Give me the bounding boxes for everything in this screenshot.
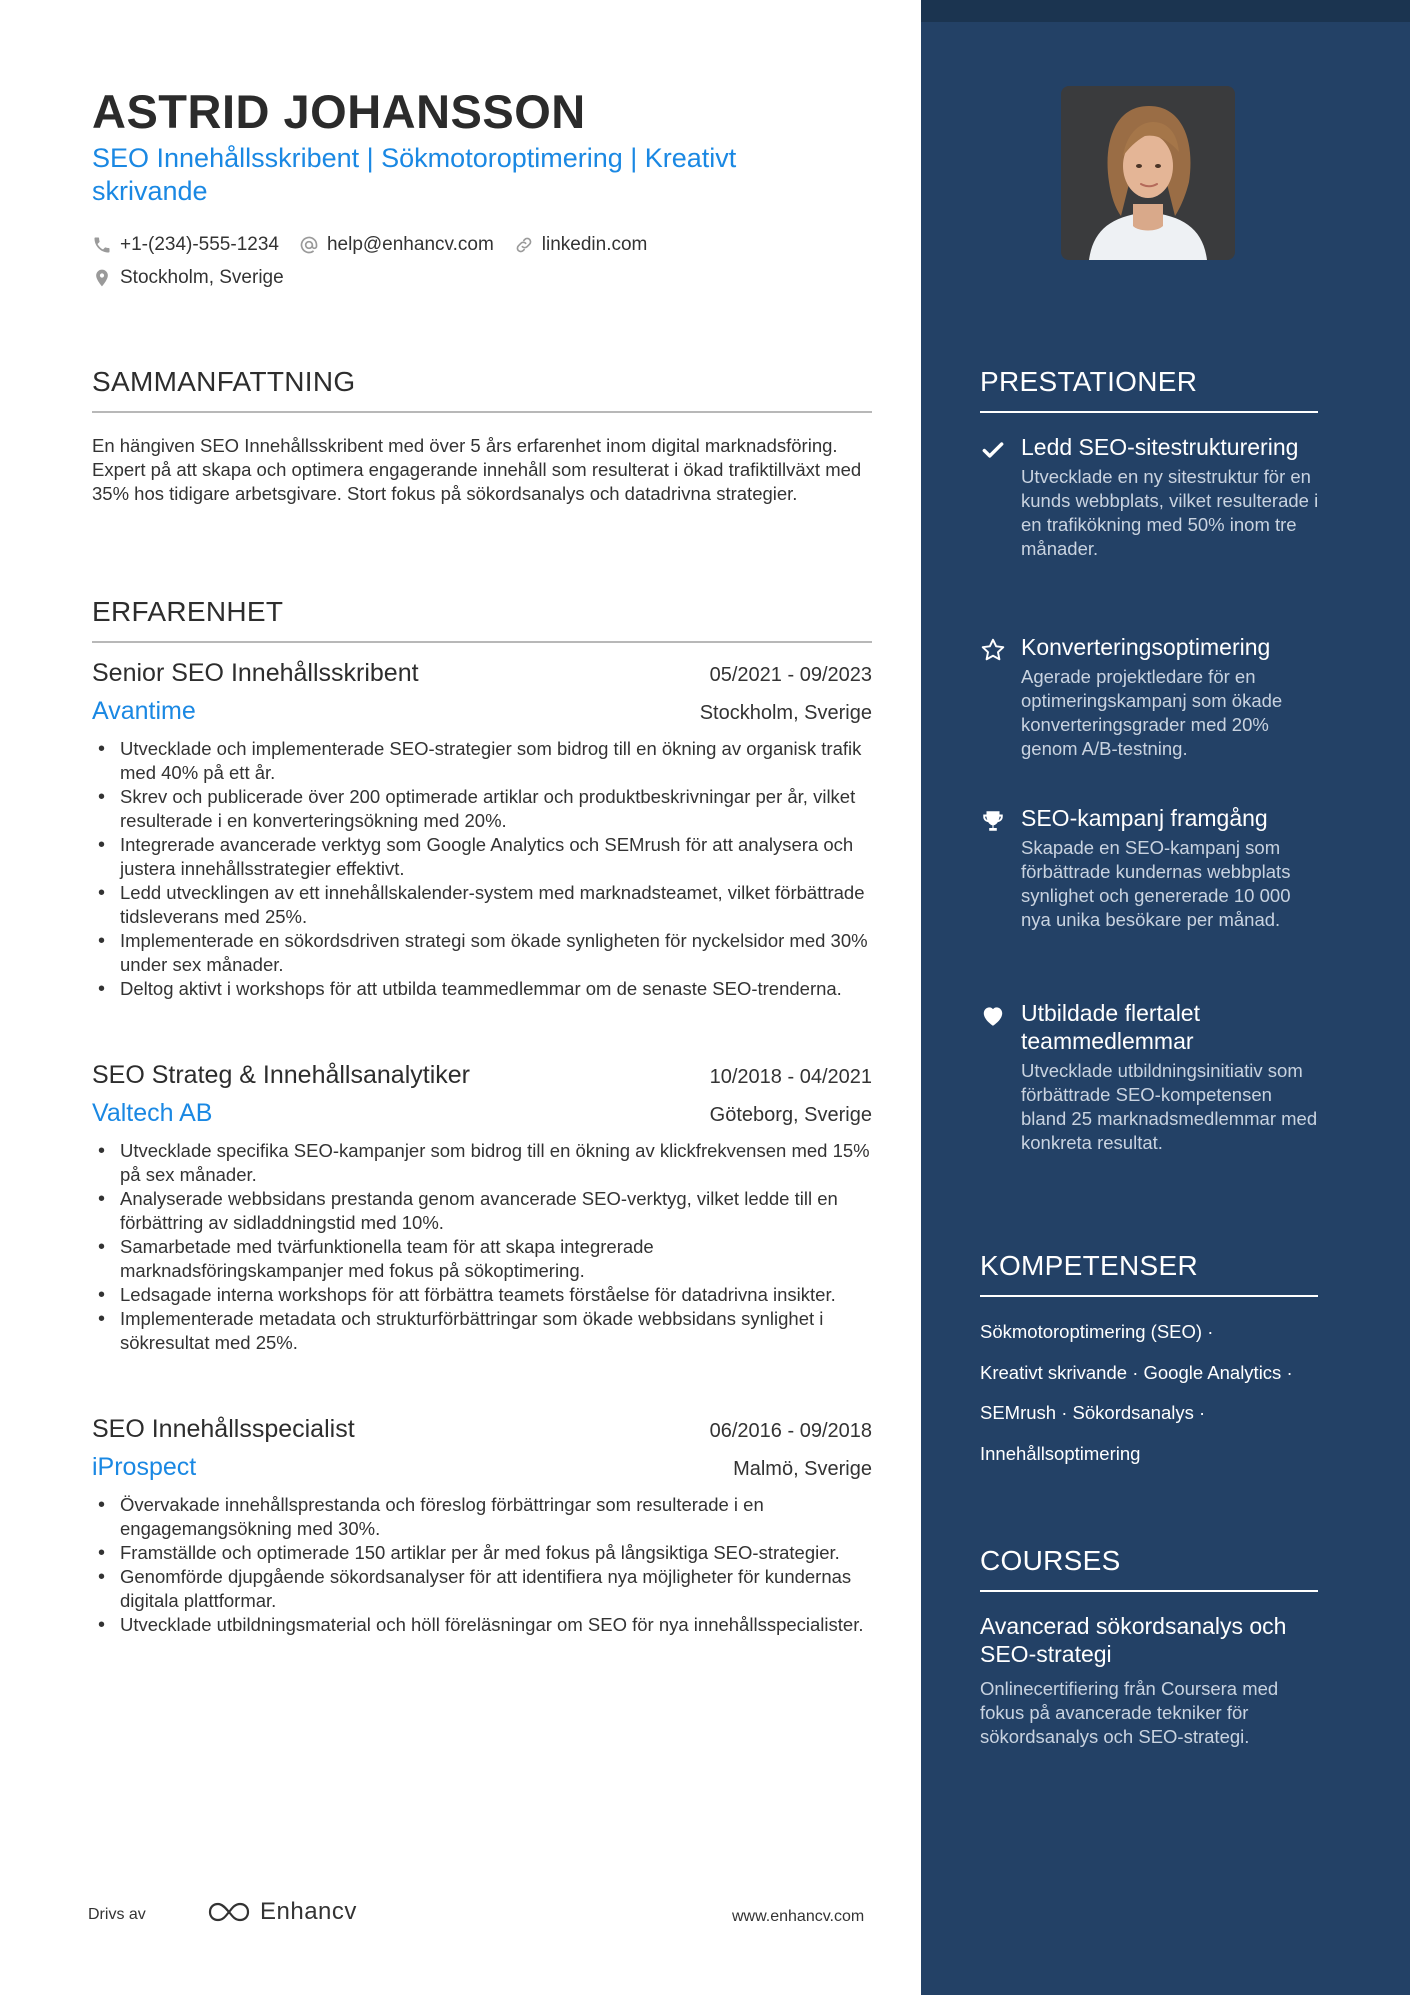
skill-item: Innehållsoptimering: [980, 1442, 1141, 1464]
job-date: 10/2018 - 04/2021: [709, 1066, 872, 1088]
skill-item: SEMrush: [980, 1402, 1057, 1423]
job-location: Malmö, Sverige: [733, 1458, 872, 1480]
summary-divider: [92, 411, 872, 413]
contact-info: [92, 228, 872, 294]
job-location: Stockholm, Sverige: [699, 702, 872, 724]
location-text: Stockholm, Sverige: [120, 266, 284, 288]
job-date: 06/2016 - 09/2018: [709, 1420, 872, 1442]
heart-icon: [980, 1003, 1006, 1029]
powered-by-label: Drivs av: [88, 1906, 146, 1923]
contact-phone: [92, 234, 279, 256]
infinity-logo-icon: [206, 1899, 252, 1925]
trophy-icon: [980, 808, 1006, 834]
job-date: 05/2021 - 09/2023: [709, 664, 872, 686]
summary-text: En hängiven SEO Innehållsskribent med över 5 års erfarenhet inom digital marknadsföring. Expert på att skapa och optimera engagerande innehåll som resulterat i ökad trafiktillväxt med 35% hos tidigare arbetsgivare. Stort fokus på sökordsanalys och datadrivna strategier.: [92, 435, 862, 504]
contact-email[interactable]: [299, 234, 494, 256]
achievement-item: [980, 804, 1320, 932]
summary-heading: SAMMANFATTNING: [92, 366, 356, 397]
achievement-title: SEO-kampanj framgång: [1021, 805, 1268, 831]
job-bullet: • Ledsagade interna workshops för att förbättra teamets förståelse för datadrivna insikter.: [92, 1283, 872, 1307]
skill-item: Google Analytics: [1143, 1361, 1282, 1383]
skill-separator: ·: [1061, 1402, 1068, 1423]
courses-heading: COURSES: [980, 1545, 1121, 1576]
check-icon: [980, 437, 1006, 463]
achievement-title: Utbildade flertalet teammedlemmar: [1021, 1000, 1200, 1054]
job-bullet: • Implementerade metadata och strukturförbättringar som ökade webbsidans synlighet i sökresultat med 25%.: [92, 1307, 872, 1355]
experience-divider: [92, 641, 872, 643]
footer-url[interactable]: www.enhancv.com: [732, 1908, 865, 1925]
job-location: Göteborg, Sverige: [709, 1104, 872, 1126]
candidate-name: ASTRID JOHANSSON: [92, 85, 586, 138]
job-bullet: • Utvecklade och implementerade SEO-strategier som bidrog till en ökning av organisk trafik med 40% på ett år.: [92, 737, 872, 785]
course-desc: Onlinecertifiering från Coursera med fokus på avancerade tekniker för sökordsanalys och SEO-strategi.: [980, 1678, 1279, 1747]
phone-icon: [92, 235, 112, 255]
skill-separator: ·: [1286, 1361, 1293, 1383]
job-bullets: [92, 737, 872, 1001]
experience-heading: ERFARENHET: [92, 596, 284, 627]
profile-photo: [1061, 86, 1235, 260]
achievement-desc: Utvecklade en ny sitestruktur för en kunds webbplats, vilket resulterade i en trafikökning med 50% inom tre månader.: [1021, 466, 1319, 559]
skills-list: [980, 1312, 1340, 1474]
skill-separator: ·: [1132, 1361, 1139, 1383]
company-name: iProspect: [92, 1453, 197, 1481]
job-bullets: [92, 1493, 872, 1637]
contact-location: [92, 267, 284, 289]
sidebar: [921, 0, 1410, 1995]
job-title: SEO Innehållsspecialist: [92, 1415, 355, 1443]
achievement-title: Ledd SEO-sitestrukturering: [1021, 434, 1299, 460]
job-bullet: • Framställde och optimerade 150 artiklar per år med fokus på långsiktiga SEO-strategier.: [92, 1541, 872, 1565]
sidebar-top-band: [921, 0, 1410, 22]
achievement-item: [980, 999, 1320, 1155]
skills-heading: KOMPETENSER: [980, 1250, 1199, 1281]
skill-item: Sökmotoroptimering (SEO): [980, 1321, 1203, 1342]
headline: SEO Innehållsskribent | Sökmotoroptimering | Kreativt skrivande: [92, 143, 737, 206]
job-bullet: • Övervakade innehållsprestanda och föreslog förbättringar som resulterade i en engagemangsökning med 30%.: [92, 1493, 872, 1541]
job-title: Senior SEO Innehållsskribent: [92, 659, 419, 687]
contact-linkedin[interactable]: [514, 234, 648, 256]
phone-text: +1-(234)-555-1234: [120, 233, 279, 255]
skill-item: Sökordsanalys: [1072, 1402, 1194, 1423]
job-entry: [92, 1415, 872, 1637]
location-pin-icon: [92, 268, 112, 288]
achievement-desc: Agerade projektledare för en optimeringskampanj som ökade konverteringsgrader med 20% genom A/B-testning.: [1021, 666, 1283, 759]
job-bullet: • Implementerade en sökordsdriven strategi som ökade synligheten för nyckelsidor med 30% under sex månader.: [92, 929, 872, 977]
job-bullet: • Deltog aktivt i workshops för att utbilda teammedlemmar om de senaste SEO-trenderna.: [92, 977, 872, 1001]
achievement-item: [980, 433, 1320, 561]
link-icon: [514, 235, 534, 255]
course-title: Avancerad sökordsanalys och SEO-strategi: [980, 1613, 1287, 1667]
achievements-divider: [980, 411, 1318, 413]
email-text[interactable]: help@enhancv.com: [326, 233, 494, 255]
enhancv-logo[interactable]: [206, 1898, 357, 1926]
achievement-item: [980, 633, 1320, 761]
brand-name: Enhancv: [260, 1898, 357, 1925]
job-bullet: • Utvecklade specifika SEO-kampanjer som bidrog till en ökning av klickfrekvensen med 15% på sex månader.: [92, 1139, 872, 1187]
achievement-desc: Utvecklade utbildningsinitiativ som förbättrade SEO-kompetensen bland 25 marknadsmedlemmar med konkreta resultat.: [1021, 1060, 1318, 1153]
at-icon: [299, 235, 319, 255]
job-entry: [92, 659, 872, 1001]
star-icon: [980, 637, 1006, 663]
job-bullet: • Skrev och publicerade över 200 optimerade artiklar och produktbeskrivningar per år, vilket resulterade i en konverteringsökning med 20%.: [92, 785, 872, 833]
company-name: Avantime: [92, 697, 196, 725]
skill-item: Kreativt skrivande: [980, 1361, 1128, 1383]
linkedin-text[interactable]: linkedin.com: [541, 233, 648, 255]
job-entry: [92, 1061, 872, 1355]
job-bullet: • Analyserade webbsidans prestanda genom avancerade SEO-verktyg, vilket ledde till en förbättring av sidladdningstid med 10%.: [92, 1187, 872, 1235]
achievements-heading: PRESTATIONER: [980, 366, 1198, 397]
courses-divider: [980, 1590, 1318, 1592]
skill-separator: ·: [1207, 1321, 1214, 1342]
job-bullet: • Ledd utvecklingen av ett innehållskalender-system med marknadsteamet, vilket förbättrade tidsleverans med 25%.: [92, 881, 872, 929]
job-title: SEO Strateg & Innehållsanalytiker: [92, 1061, 470, 1089]
job-bullets: [92, 1139, 872, 1355]
job-bullet: • Genomförde djupgående sökordsanalyser för att identifiera nya möjligheter för kundernas digitala plattformar.: [92, 1565, 872, 1613]
achievement-title: Konverteringsoptimering: [1021, 634, 1271, 660]
achievement-desc: Skapade en SEO-kampanj som förbättrade kundernas webbplats synlighet och genererade 10 000 nya unika besökare per månad.: [1021, 837, 1291, 930]
company-name: Valtech AB: [92, 1099, 213, 1127]
job-bullet: • Samarbetade med tvärfunktionella team för att skapa integrerade marknadsföringskampanjer med fokus på sökoptimering.: [92, 1235, 872, 1283]
job-bullet: • Utvecklade utbildningsmaterial och höll föreläsningar om SEO för nya innehållsspecialister.: [92, 1613, 872, 1637]
skills-divider: [980, 1295, 1318, 1297]
portrait-illustration: [1061, 86, 1235, 260]
skill-separator: ·: [1199, 1402, 1206, 1423]
job-bullet: • Integrerade avancerade verktyg som Google Analytics och SEMrush för att analysera och justera innehållsstrategier effektivt.: [92, 833, 872, 881]
